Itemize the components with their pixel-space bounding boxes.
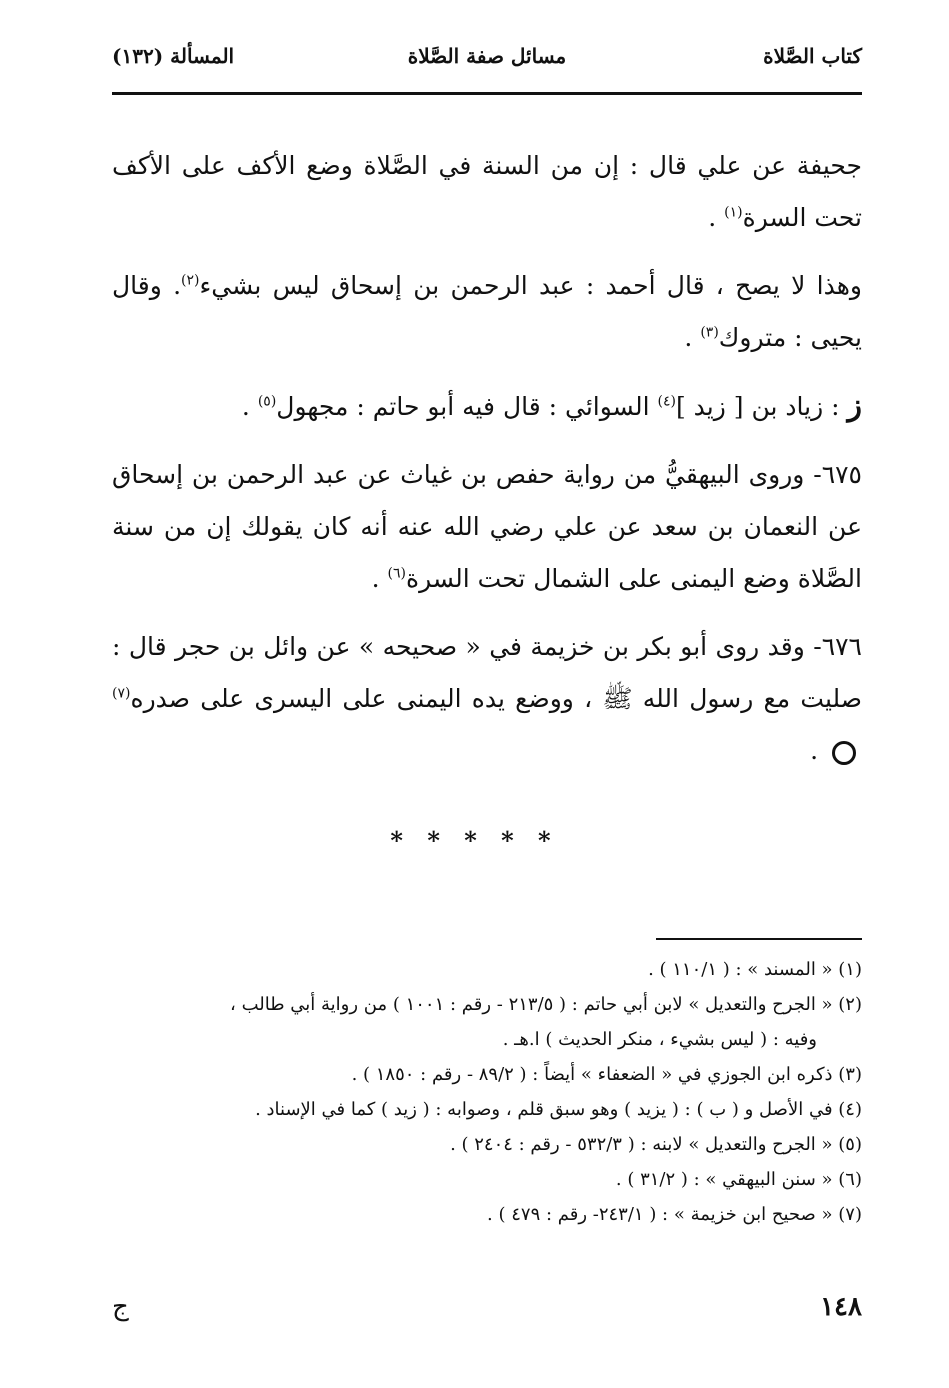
- footnote-6: (٦) « سنن البيهقي » : ( ٣١/٢ ) .: [615, 1169, 862, 1190]
- footnote-ref-5[interactable]: (٥): [257, 393, 277, 410]
- page-footer: [112, 1292, 862, 1332]
- footnote-ref-4[interactable]: (٤): [657, 393, 676, 410]
- footnote-2-continuation: وفيه : ( ليس بشيء ، منكر الحديث ) ا.هـ .: [502, 1029, 817, 1050]
- page-number: ١٤٨: [820, 1292, 862, 1322]
- footnote-ref-2[interactable]: (٢): [181, 272, 200, 289]
- signature-mark: ج: [112, 1292, 129, 1322]
- paragraph-2: وهذا لا يصح ، قال أحمد : عبد الرحمن بن إسحاق ليس بشيء$^{(٢)}$. وقال يحيى : متروك$^{(٣)}$ .: [112, 271, 862, 352]
- paragraph-676: ٦٧٦- وقد روى أبو بكر بن خزيمة في « صحيحه » عن وائل بن حجر قال : صليت مع رسول الله ﷺ ، ووضع يده اليمنى على اليسرى على صدره$^{(٧)}$ .: [112, 632, 862, 765]
- footnote-7: (٧) « صحيح ابن خزيمة » : ( ٢٤٣/١- رقم : ٤٧٩ ) .: [487, 1204, 862, 1225]
- paragraph-3: ز : زياد بن [ زيد ]$^{(٤)}$ السوائي : قال فيه أبو حاتم : مجهول$^{(٥)}$ .: [241, 388, 862, 423]
- footnote-rule: [656, 938, 862, 940]
- issue-number: المسألة (١٣٢): [112, 44, 235, 68]
- footnotes: [112, 952, 862, 1232]
- running-header: [112, 44, 862, 84]
- footnote-3: (٣) ذكره ابن الجوزي في « الضعفاء » أيضاً : ( ٨٩/٢ - رقم : ١٨٥٠ ) .: [351, 1064, 862, 1085]
- footnote-1: (١) « المسند » : ( ١١٠/١ ) .: [648, 959, 862, 980]
- paragraph-675: ٦٧٥- وروى البيهقيُّ من رواية حفص بن غياث عن عبد الرحمن بن إسحاق عن النعمان بن سعد عن علي رضي الله عنه أنه كان يقولك إن من سنة الصَّلاة وضع اليمنى على الشمال تحت السرة$^{(٦)}$ .: [112, 460, 862, 593]
- footnote-2: (٢) « الجرح والتعديل » لابن أبي حاتم : ( ٢١٣/٥ - رقم : ١٠٠١ ) من رواية أبي طالب ،: [230, 994, 862, 1015]
- section-separator: * * * * *: [390, 826, 559, 855]
- section-marker: ز: [847, 388, 862, 423]
- footnote-5: (٥) « الجرح والتعديل » لابنه : ( ٥٣٢/٣ - رقم : ٢٤٠٤ ) .: [450, 1134, 862, 1155]
- footnote-ref-1[interactable]: (١): [724, 204, 743, 221]
- header-rule: [112, 92, 862, 95]
- footnote-ref-6[interactable]: (٦): [387, 565, 406, 582]
- section-title: مسائل صفة الصَّلاة: [407, 44, 567, 68]
- paragraph-1: جحيفة عن علي قال : إن من السنة في الصَّلاة وضع الأكف على الأكف تحت السرة$^{(١)}$ .: [112, 151, 862, 232]
- footnote-ref-3[interactable]: (٣): [700, 324, 719, 341]
- footnote-ref-7[interactable]: (٧): [112, 685, 131, 702]
- book-title: كتاب الصَّلاة: [763, 44, 862, 68]
- main-text: [112, 140, 862, 793]
- end-circle-icon: [832, 741, 856, 765]
- footnote-4: (٤) في الأصل و ( ب ) : ( يزيد ) وهو سبق قلم ، وصوابه : ( زيد ) كما في الإسناد .: [255, 1099, 862, 1120]
